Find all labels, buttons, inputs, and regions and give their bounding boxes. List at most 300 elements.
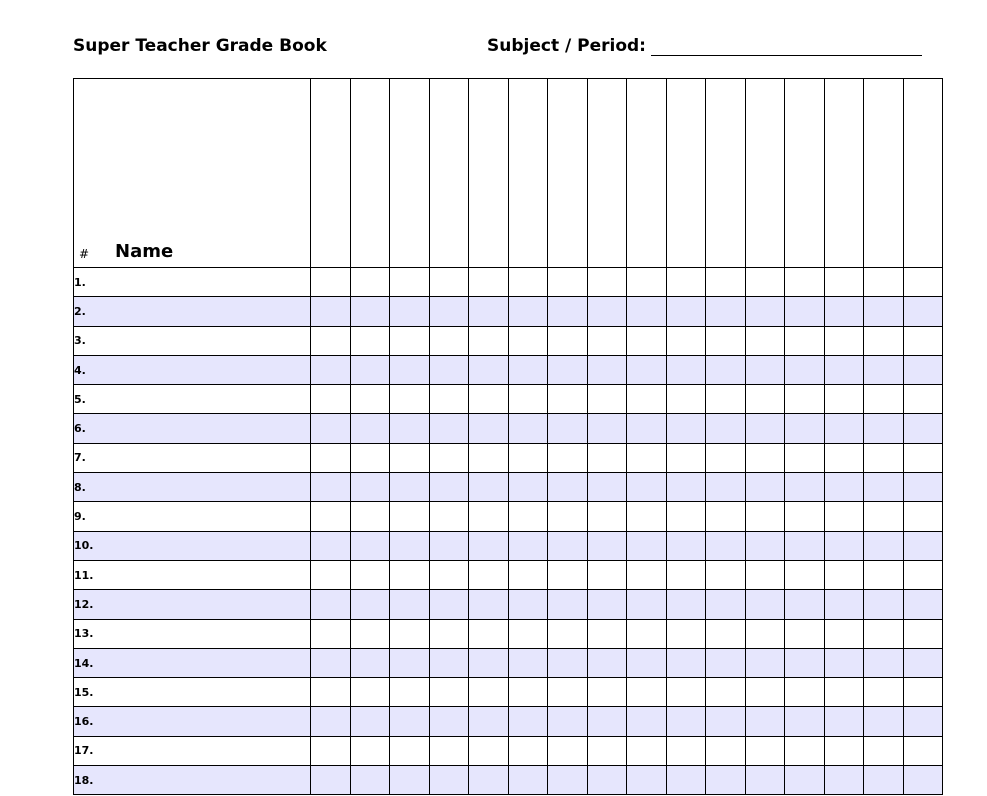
grade-cell[interactable] [311,297,351,326]
grade-cell[interactable] [745,619,785,648]
grade-cell[interactable] [745,268,785,297]
grade-cell[interactable] [666,531,706,560]
grade-cell[interactable] [469,443,509,472]
grade-cell[interactable] [745,736,785,765]
grade-cell[interactable] [903,414,943,443]
student-name-cell[interactable]: 3. [74,326,311,355]
grade-cell[interactable] [745,560,785,589]
grade-cell[interactable] [508,531,548,560]
grade-cell[interactable] [508,297,548,326]
grade-cell[interactable] [390,473,430,502]
grade-cell[interactable] [706,502,746,531]
grade-cell[interactable] [469,619,509,648]
student-name-cell[interactable]: 7. [74,443,311,472]
grade-cell[interactable] [745,326,785,355]
grade-cell[interactable] [587,473,627,502]
grade-cell[interactable] [429,414,469,443]
student-name-cell[interactable]: 10. [74,531,311,560]
grade-cell[interactable] [627,297,667,326]
grade-cell[interactable] [429,268,469,297]
grade-cell[interactable] [350,590,390,619]
grade-cell[interactable] [864,473,904,502]
subject-period-field[interactable] [651,55,922,56]
grade-cell[interactable] [745,707,785,736]
grade-cell[interactable] [666,619,706,648]
grade-cell[interactable] [745,766,785,795]
grade-cell[interactable] [587,443,627,472]
grade-cell[interactable] [864,619,904,648]
grade-cell[interactable] [587,268,627,297]
grade-cell[interactable] [548,385,588,414]
grade-cell[interactable] [350,502,390,531]
grade-cell[interactable] [785,385,825,414]
grade-cell[interactable] [350,560,390,589]
grade-cell[interactable] [706,355,746,384]
grade-cell[interactable] [311,648,351,677]
grade-cell[interactable] [785,326,825,355]
grade-cell[interactable] [350,297,390,326]
grade-cell[interactable] [350,268,390,297]
grade-cell[interactable] [785,355,825,384]
grade-cell[interactable] [627,560,667,589]
grade-cell[interactable] [508,560,548,589]
grade-cell[interactable] [745,648,785,677]
grade-cell[interactable] [508,385,548,414]
grade-cell[interactable] [469,268,509,297]
grade-cell[interactable] [350,355,390,384]
grade-cell[interactable] [548,648,588,677]
grade-cell[interactable] [587,678,627,707]
grade-cell[interactable] [824,443,864,472]
grade-cell[interactable] [311,531,351,560]
grade-cell[interactable] [627,736,667,765]
grade-cell[interactable] [548,355,588,384]
grade-cell[interactable] [429,736,469,765]
grade-cell[interactable] [824,414,864,443]
grade-cell[interactable] [350,619,390,648]
grade-cell[interactable] [864,678,904,707]
grade-cell[interactable] [745,414,785,443]
grade-cell[interactable] [587,590,627,619]
student-name-cell[interactable]: 1. [74,268,311,297]
grade-cell[interactable] [903,473,943,502]
grade-cell[interactable] [706,678,746,707]
grade-cell[interactable] [350,385,390,414]
grade-cell[interactable] [469,590,509,619]
grade-cell[interactable] [548,443,588,472]
grade-cell[interactable] [666,297,706,326]
grade-cell[interactable] [390,766,430,795]
grade-cell[interactable] [627,443,667,472]
grade-cell[interactable] [429,297,469,326]
grade-cell[interactable] [548,560,588,589]
grade-cell[interactable] [745,502,785,531]
grade-cell[interactable] [508,473,548,502]
grade-cell[interactable] [706,766,746,795]
grade-cell[interactable] [587,560,627,589]
grade-cell[interactable] [627,414,667,443]
grade-cell[interactable] [469,678,509,707]
grade-cell[interactable] [350,414,390,443]
grade-cell[interactable] [785,707,825,736]
grade-cell[interactable] [350,766,390,795]
grade-cell[interactable] [587,736,627,765]
grade-cell[interactable] [666,736,706,765]
grade-cell[interactable] [429,473,469,502]
grade-cell[interactable] [627,355,667,384]
assignment-header-cell[interactable] [508,79,548,268]
grade-cell[interactable] [429,590,469,619]
grade-cell[interactable] [864,590,904,619]
student-name-cell[interactable]: 13. [74,619,311,648]
grade-cell[interactable] [350,648,390,677]
grade-cell[interactable] [745,678,785,707]
assignment-header-cell[interactable] [706,79,746,268]
grade-cell[interactable] [548,531,588,560]
grade-cell[interactable] [548,707,588,736]
assignment-header-cell[interactable] [548,79,588,268]
grade-cell[interactable] [903,355,943,384]
grade-cell[interactable] [311,268,351,297]
student-name-cell[interactable]: 16. [74,707,311,736]
grade-cell[interactable] [903,502,943,531]
grade-cell[interactable] [666,443,706,472]
grade-cell[interactable] [864,326,904,355]
grade-cell[interactable] [666,766,706,795]
grade-cell[interactable] [706,531,746,560]
student-name-cell[interactable]: 12. [74,590,311,619]
grade-cell[interactable] [429,648,469,677]
grade-cell[interactable] [666,707,706,736]
assignment-header-cell[interactable] [745,79,785,268]
grade-cell[interactable] [390,355,430,384]
grade-cell[interactable] [824,619,864,648]
grade-cell[interactable] [745,531,785,560]
grade-cell[interactable] [745,297,785,326]
grade-cell[interactable] [745,443,785,472]
assignment-header-cell[interactable] [666,79,706,268]
grade-cell[interactable] [745,385,785,414]
grade-cell[interactable] [785,590,825,619]
grade-cell[interactable] [548,297,588,326]
grade-cell[interactable] [864,385,904,414]
grade-cell[interactable] [311,619,351,648]
grade-cell[interactable] [469,355,509,384]
grade-cell[interactable] [627,678,667,707]
grade-cell[interactable] [548,473,588,502]
grade-cell[interactable] [864,268,904,297]
grade-cell[interactable] [390,590,430,619]
grade-cell[interactable] [706,443,746,472]
grade-cell[interactable] [785,766,825,795]
grade-cell[interactable] [469,502,509,531]
grade-cell[interactable] [311,414,351,443]
grade-cell[interactable] [706,590,746,619]
student-name-cell[interactable]: 2. [74,297,311,326]
grade-cell[interactable] [785,648,825,677]
grade-cell[interactable] [548,678,588,707]
grade-cell[interactable] [548,502,588,531]
student-name-cell[interactable]: 14. [74,648,311,677]
grade-cell[interactable] [390,297,430,326]
grade-cell[interactable] [666,678,706,707]
assignment-header-cell[interactable] [350,79,390,268]
grade-cell[interactable] [627,531,667,560]
student-name-cell[interactable]: 9. [74,502,311,531]
grade-cell[interactable] [785,736,825,765]
grade-cell[interactable] [745,473,785,502]
grade-cell[interactable] [469,473,509,502]
grade-cell[interactable] [587,766,627,795]
grade-cell[interactable] [627,766,667,795]
grade-cell[interactable] [469,766,509,795]
grade-cell[interactable] [824,531,864,560]
grade-cell[interactable] [903,766,943,795]
grade-cell[interactable] [706,707,746,736]
grade-cell[interactable] [824,385,864,414]
grade-cell[interactable] [864,502,904,531]
grade-cell[interactable] [429,707,469,736]
grade-cell[interactable] [508,648,548,677]
grade-cell[interactable] [903,678,943,707]
grade-cell[interactable] [390,531,430,560]
grade-cell[interactable] [311,502,351,531]
grade-cell[interactable] [390,648,430,677]
grade-cell[interactable] [311,736,351,765]
grade-cell[interactable] [864,414,904,443]
grade-cell[interactable] [469,736,509,765]
grade-cell[interactable] [587,531,627,560]
grade-cell[interactable] [824,268,864,297]
grade-cell[interactable] [903,385,943,414]
grade-cell[interactable] [508,268,548,297]
grade-cell[interactable] [666,355,706,384]
grade-cell[interactable] [864,297,904,326]
grade-cell[interactable] [548,268,588,297]
grade-cell[interactable] [390,736,430,765]
grade-cell[interactable] [508,502,548,531]
grade-cell[interactable] [824,355,864,384]
grade-cell[interactable] [350,678,390,707]
grade-cell[interactable] [627,385,667,414]
grade-cell[interactable] [785,443,825,472]
grade-cell[interactable] [785,531,825,560]
grade-cell[interactable] [903,268,943,297]
grade-cell[interactable] [508,443,548,472]
grade-cell[interactable] [429,385,469,414]
grade-cell[interactable] [350,473,390,502]
grade-cell[interactable] [508,590,548,619]
grade-cell[interactable] [903,443,943,472]
grade-cell[interactable] [627,473,667,502]
grade-cell[interactable] [785,414,825,443]
assignment-header-cell[interactable] [903,79,943,268]
student-name-cell[interactable]: 5. [74,385,311,414]
grade-cell[interactable] [627,707,667,736]
grade-cell[interactable] [824,473,864,502]
grade-cell[interactable] [429,355,469,384]
grade-cell[interactable] [706,268,746,297]
grade-cell[interactable] [311,678,351,707]
grade-cell[interactable] [311,707,351,736]
grade-cell[interactable] [548,414,588,443]
grade-cell[interactable] [390,443,430,472]
grade-cell[interactable] [903,736,943,765]
student-name-cell[interactable]: 8. [74,473,311,502]
grade-cell[interactable] [666,560,706,589]
grade-cell[interactable] [469,414,509,443]
grade-cell[interactable] [350,707,390,736]
assignment-header-cell[interactable] [587,79,627,268]
grade-cell[interactable] [508,355,548,384]
grade-cell[interactable] [587,707,627,736]
grade-cell[interactable] [390,385,430,414]
grade-cell[interactable] [390,678,430,707]
grade-cell[interactable] [508,707,548,736]
assignment-header-cell[interactable] [390,79,430,268]
grade-cell[interactable] [311,560,351,589]
student-name-cell[interactable]: 17. [74,736,311,765]
grade-cell[interactable] [903,619,943,648]
assignment-header-cell[interactable] [429,79,469,268]
student-name-cell[interactable]: 4. [74,355,311,384]
grade-cell[interactable] [706,297,746,326]
grade-cell[interactable] [864,707,904,736]
grade-cell[interactable] [706,619,746,648]
assignment-header-cell[interactable] [311,79,351,268]
grade-cell[interactable] [785,473,825,502]
grade-cell[interactable] [311,473,351,502]
grade-cell[interactable] [508,678,548,707]
grade-cell[interactable] [508,326,548,355]
grade-cell[interactable] [548,326,588,355]
grade-cell[interactable] [666,648,706,677]
grade-cell[interactable] [548,736,588,765]
grade-cell[interactable] [627,502,667,531]
grade-cell[interactable] [311,590,351,619]
grade-cell[interactable] [469,326,509,355]
grade-cell[interactable] [785,502,825,531]
grade-cell[interactable] [666,502,706,531]
grade-cell[interactable] [627,648,667,677]
grade-cell[interactable] [469,560,509,589]
grade-cell[interactable] [390,619,430,648]
grade-cell[interactable] [429,443,469,472]
student-name-cell[interactable]: 6. [74,414,311,443]
grade-cell[interactable] [350,531,390,560]
grade-cell[interactable] [785,268,825,297]
grade-cell[interactable] [903,297,943,326]
grade-cell[interactable] [587,619,627,648]
grade-cell[interactable] [311,355,351,384]
grade-cell[interactable] [429,502,469,531]
grade-cell[interactable] [508,736,548,765]
grade-cell[interactable] [745,355,785,384]
grade-cell[interactable] [311,443,351,472]
grade-cell[interactable] [508,414,548,443]
grade-cell[interactable] [864,560,904,589]
grade-cell[interactable] [311,385,351,414]
grade-cell[interactable] [627,326,667,355]
grade-cell[interactable] [390,414,430,443]
grade-cell[interactable] [824,326,864,355]
grade-cell[interactable] [864,736,904,765]
grade-cell[interactable] [311,326,351,355]
grade-cell[interactable] [666,473,706,502]
grade-cell[interactable] [903,707,943,736]
grade-cell[interactable] [706,414,746,443]
grade-cell[interactable] [903,648,943,677]
grade-cell[interactable] [824,736,864,765]
grade-cell[interactable] [627,619,667,648]
grade-cell[interactable] [429,619,469,648]
grade-cell[interactable] [706,736,746,765]
grade-cell[interactable] [824,707,864,736]
grade-cell[interactable] [864,531,904,560]
grade-cell[interactable] [469,648,509,677]
grade-cell[interactable] [706,560,746,589]
grade-cell[interactable] [903,326,943,355]
student-name-cell[interactable]: 11. [74,560,311,589]
grade-cell[interactable] [508,619,548,648]
grade-cell[interactable] [350,443,390,472]
grade-cell[interactable] [666,590,706,619]
grade-cell[interactable] [706,648,746,677]
grade-cell[interactable] [548,766,588,795]
grade-cell[interactable] [508,766,548,795]
grade-cell[interactable] [469,385,509,414]
grade-cell[interactable] [666,268,706,297]
grade-cell[interactable] [350,326,390,355]
grade-cell[interactable] [666,326,706,355]
grade-cell[interactable] [627,590,667,619]
student-name-cell[interactable]: 18. [74,766,311,795]
grade-cell[interactable] [903,531,943,560]
grade-cell[interactable] [350,736,390,765]
grade-cell[interactable] [903,590,943,619]
grade-cell[interactable] [706,473,746,502]
grade-cell[interactable] [469,707,509,736]
grade-cell[interactable] [587,385,627,414]
grade-cell[interactable] [666,385,706,414]
grade-cell[interactable] [627,268,667,297]
assignment-header-cell[interactable] [824,79,864,268]
grade-cell[interactable] [390,560,430,589]
grade-cell[interactable] [864,648,904,677]
grade-cell[interactable] [390,502,430,531]
grade-cell[interactable] [864,443,904,472]
grade-cell[interactable] [311,766,351,795]
grade-cell[interactable] [390,326,430,355]
grade-cell[interactable] [785,297,825,326]
grade-cell[interactable] [429,560,469,589]
grade-cell[interactable] [587,502,627,531]
grade-cell[interactable] [785,619,825,648]
grade-cell[interactable] [429,326,469,355]
grade-cell[interactable] [587,355,627,384]
grade-cell[interactable] [469,297,509,326]
grade-cell[interactable] [824,590,864,619]
grade-cell[interactable] [785,678,825,707]
grade-cell[interactable] [587,648,627,677]
grade-cell[interactable] [469,531,509,560]
assignment-header-cell[interactable] [469,79,509,268]
grade-cell[interactable] [390,268,430,297]
grade-cell[interactable] [824,678,864,707]
grade-cell[interactable] [824,297,864,326]
grade-cell[interactable] [390,707,430,736]
grade-cell[interactable] [587,297,627,326]
